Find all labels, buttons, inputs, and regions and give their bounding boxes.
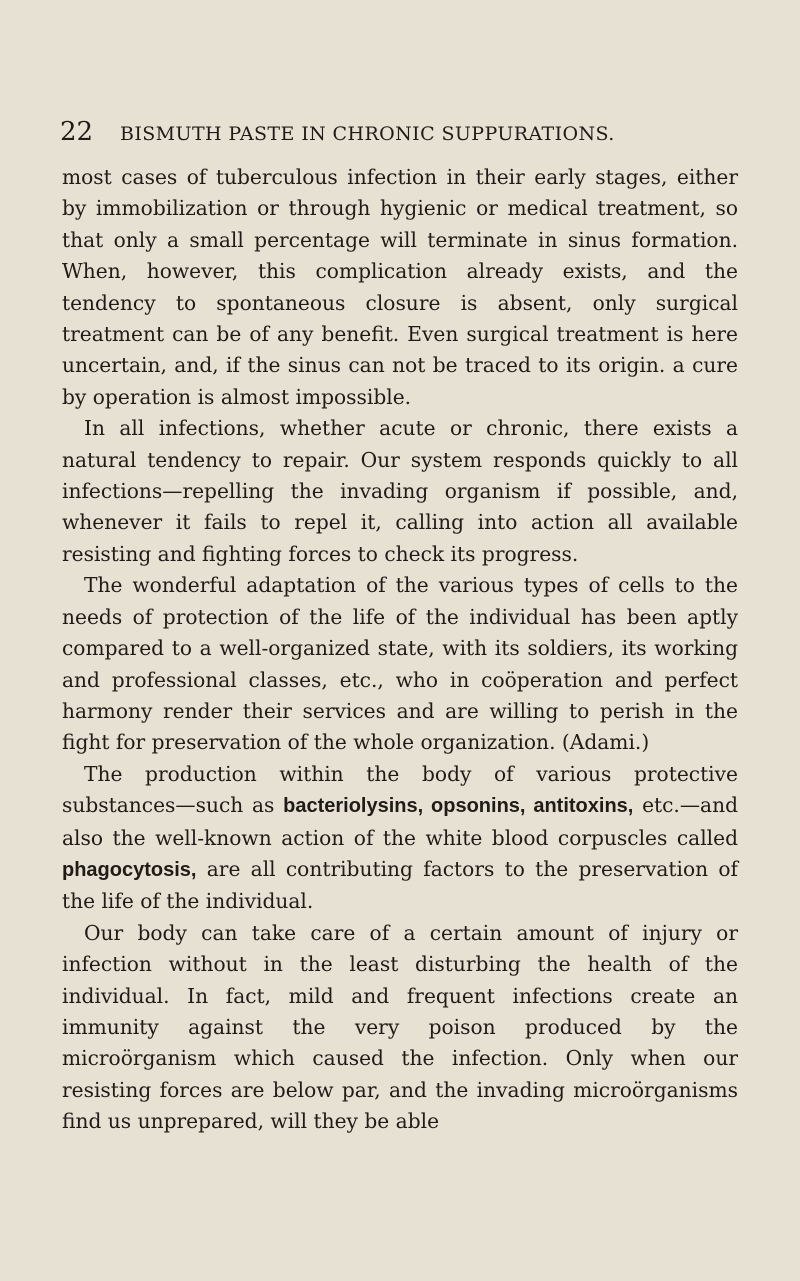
- paragraph-5: Our body can take care of a certain amount of injury or infection without in the least disturbing the health of the individual. In fact, mild and frequent infections create an immunity against the very poison produced by the microörganism which caused the infection. Only when our resisting forces are below par, and the invading microörganisms find us unprepared, will they be able: [62, 920, 738, 1134]
- paragraph-3: The wonderful adaptation of the various types of cells to the needs of protection of the life of the individual has been aptly compared to a well-organized state, with its soldiers, its working and professional classes, etc., who in coöperation and perfect harmony render their services and are willing to perish in the fight for preservation of the whole organization. (Adami.): [62, 573, 738, 755]
- bold-term-bacteriolysins: bacteriolysins, opsonins, antitoxins,: [283, 795, 634, 818]
- body-text: [62, 162, 738, 1138]
- paragraph-1: most cases of tuberculous infection in their early stages, either by immobilization or through hygienic or medical treatment, so that only a small percentage will terminate in sinus formation. When, however, this complication already exists, and the tendency to spontaneous closure is absent, only surgical treatment can be of any benefit. Even surgical treatment is here uncertain, and, if the sinus can not be traced to its origin. a cure by operation is almost impossible.: [62, 165, 738, 409]
- running-title: BISMUTH PASTE IN CHRONIC SUPPURATIONS.: [120, 123, 615, 145]
- page-number: 22: [60, 117, 94, 147]
- paragraph-4-part-2: etc.—and also the well-known action of the white blood corpuscles called: [62, 793, 738, 850]
- paragraph-2: In all infections, whether acute or chronic, there exists a natural tendency to repair. Our system responds quickly to all infections—repelling the invading organism if possible, and, whenever it fails to repel it, calling into action all available resisting and fighting forces to check its progress.: [62, 416, 738, 566]
- paragraph-4-part-3: are all contributing factors to the preservation of the life of the individual.: [62, 856, 738, 914]
- paragraph-4-part-1: The production within the body of various protective substances—such as: [62, 761, 738, 818]
- bold-term-phagocytosis: phagocytosis,: [62, 858, 197, 881]
- page-header: [60, 117, 750, 151]
- paragraph-4: [62, 759, 738, 918]
